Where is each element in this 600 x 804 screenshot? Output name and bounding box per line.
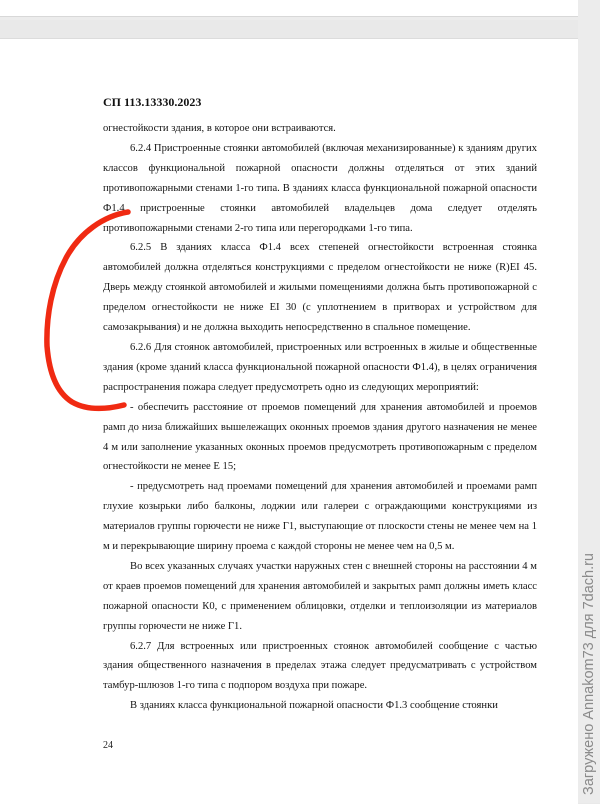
- paragraph-f1-3: В зданиях класса функциональной пожарной опасности Ф1.3 сообщение стоянки: [130, 700, 498, 712]
- paragraph-6-2-6: 6.2.6 Для стоянок автомобилей, пристроенных или встроенных в жилые и общественные здания (кроме зданий класса функциональной пожарной опасности Ф1.4), в целях ограничения распространения пожара следует предусмотреть одно из следующих мероприятий:: [103, 341, 537, 393]
- paragraph-list-item-2: - предусмотреть над проемами помещений для хранения автомобилей и проемами рамп глухие козырьки либо балконы, лоджии или галереи с ограждающими конструкциями из материалов группы горючести не ниже Г1, выступающие от плоскости стены не менее чем на 1 м и перекрывающие ширину проема с каждой стороны не менее чем на 0,5 м.: [103, 481, 537, 553]
- paragraph-6-2-5: 6.2.5 В зданиях класса Ф1.4 всех степеней огнестойкости встроенная стоянка автомобилей должна отделяться конструкциями с пределом огнестойкости не ниже (R)EI 45. Дверь между стоянкой автомобилей и жилыми помещениями должна быть противопожарной с пределом огнестойкости не ниже EI 30 (с уплотнением в притворах и устройством для самозакрывания) и не должна выходить непосредственно в спальное помещение.: [103, 242, 537, 334]
- watermark-text: Загружено Annakom73 для 7dach.ru: [581, 553, 597, 795]
- previous-page-edge: [0, 0, 578, 17]
- watermark: [578, 0, 600, 803]
- paragraph-6-2-7: 6.2.7 Для встроенных или пристроенных стоянок автомобилей сообщение с частью здания общественного назначения в пределах этажа следует предусматривать с устройством тамбур-шлюзов 1-го типа с подпором воздуха при пожаре.: [103, 640, 537, 692]
- page-number: 24: [103, 740, 113, 751]
- paragraph-6-2-4: 6.2.4 Пристроенные стоянки автомобилей (включая механизированные) к зданиям других классов функциональной пожарной опасности должны отделяться от этих зданий противопожарными стенами 1-го типа. В зданиях класса функциональной пожарной опасности Ф1.4 пристроенные стоянки автомобилей владельцев дома следует отделять противопожарными стенами 2-го типа или перегородками 1-го типа.: [103, 142, 537, 234]
- paragraph-note: Во всех указанных случаях участки наружных стен с внешней стороны на расстоянии 4 м от краев проемов помещений для хранения автомобилей и закрытых рамп должны иметь класс пожарной опасности К0, с применением облицовки, отделки и теплоизоляции из материалов группы горючести не ниже Г1.: [103, 560, 537, 632]
- paragraph-continuation: огнестойкости здания, в которое они встраиваются.: [103, 123, 336, 134]
- document-body: [103, 119, 537, 716]
- paragraph-list-item-1: - обеспечить расстояние от проемов помещений для хранения автомобилей и проемов рамп до низа ближайших вышележащих оконных проемов здания другого назначения не менее 4 м или заполнение указанных оконных проемов предусмотреть противопожарным с пределом огнестойкости не менее Е 15;: [103, 401, 537, 473]
- document-code-header: СП 113.13330.2023: [103, 95, 202, 109]
